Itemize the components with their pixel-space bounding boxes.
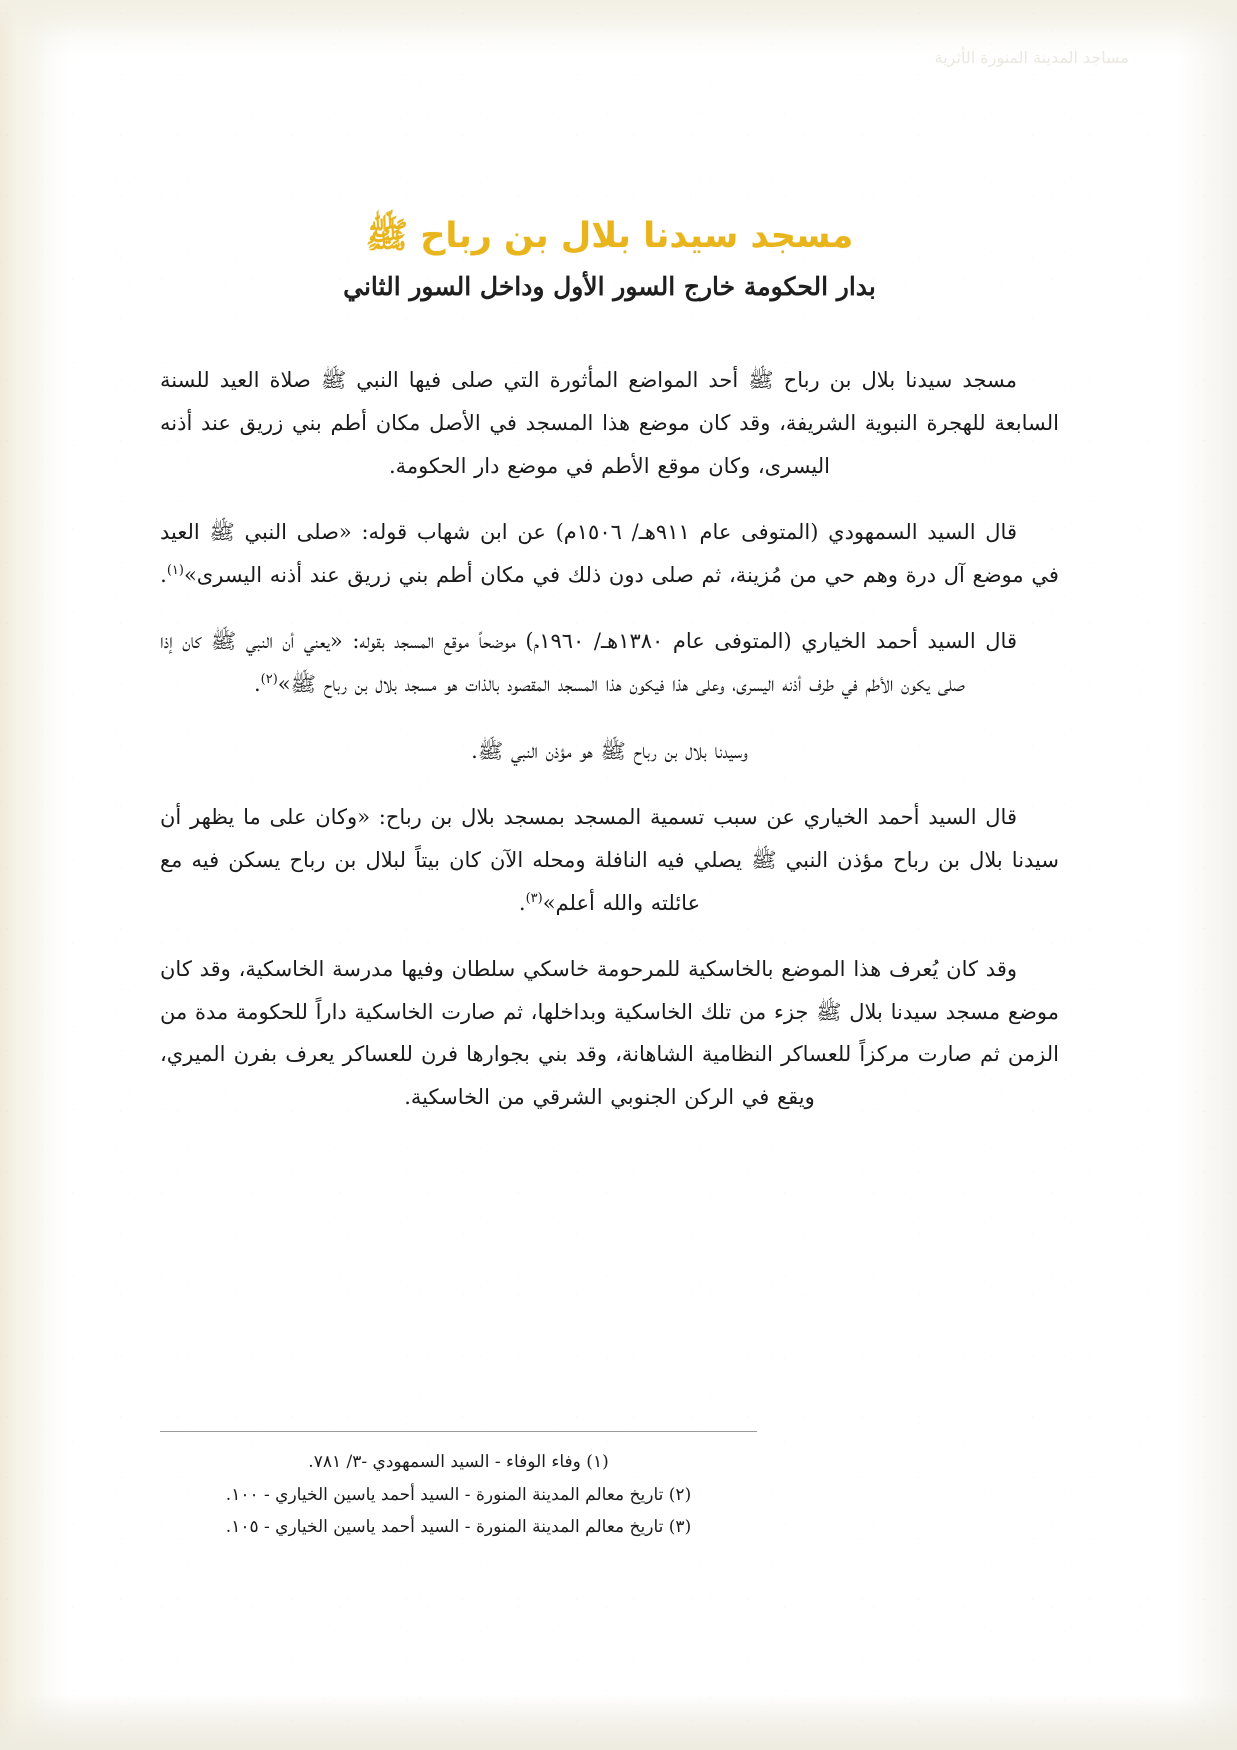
paragraph-6-text: وقد كان يُعرف هذا الموضع بالخاسكية للمرحومة خاسكي سلطان وفيها مدرسة الخاسكية، وقد كان موضع مسجد سيدنا بلال ﷺ جزء من تلك الخاسكية وبداخلها، ثم صارت الخاسكية داراً للحكومة مدة من الزمن ثم صارت مركزاً للعساكر النظامية الشاهانة، وقد بني بجوارها فرن للعساكر يعرف بفرن الميري، ويقع في الركن الجنوبي الشرقي من الخاسكية. bbox=[160, 957, 1059, 1109]
footnote-item bbox=[160, 1446, 757, 1479]
page-subtitle: بدار الحكومة خارج السور الأول وداخل السور الثاني bbox=[343, 271, 876, 301]
footnote-item bbox=[160, 1511, 757, 1544]
paragraph-4 bbox=[160, 730, 1059, 773]
paragraph-1-text: مسجد سيدنا بلال بن رباح ﷺ أحد المواضع المأثورة التي صلى فيها النبي ﷺ صلاة العيد للسنة السابعة للهجرة النبوية الشريفة، وقد كان موضع هذا المسجد في الأصل مكان أطم بني زريق عند أذنه اليسرى، وكان موقع الأطم في موضع دار الحكومة. bbox=[160, 368, 1059, 478]
footnote-separator bbox=[160, 1431, 757, 1432]
paragraph-6 bbox=[160, 948, 1059, 1119]
body-text bbox=[160, 359, 1059, 1118]
page-title: مسجد سيدنا بلال بن رباح ﷺ bbox=[365, 216, 854, 256]
footnote-ref-3[interactable]: (٣) bbox=[525, 890, 543, 906]
running-header: مساجد المدينة المنورة الأثرية bbox=[934, 48, 1129, 67]
footnote-ref-1[interactable]: (١) bbox=[166, 562, 184, 578]
paragraph-5: قال السيد أحمد الخياري عن سبب تسمية المسجد بمسجد بلال بن رباح: «وكان على ما يظهر أن سيدنا بلال بن رباح مؤذن النبي ﷺ يصلي فيه النافلة ومحله الآن كان بيتاً لبلال بن رباح يسكن فيه مع عائلته والله أعلم»$^{(٣)}$. bbox=[160, 805, 1059, 915]
title-block bbox=[160, 215, 1059, 303]
footnote-list bbox=[160, 1446, 757, 1544]
paragraph-5-text: قال السيد أحمد الخياري عن سبب تسمية المسجد بمسجد بلال بن رباح: «وكان على ما يظهر أن سيدنا بلال بن رباح مؤذن النبي ﷺ يصلي فيه النافلة ومحله الآن كان بيتاً لبلال بن رباح يسكن فيه مع عائلته والله أعلم» bbox=[160, 805, 1059, 915]
paragraph-4-text: وسيدنا بلال بن رباح ﷺ هو مؤذن النبي ﷺ. bbox=[471, 738, 748, 763]
footnote-item bbox=[160, 1479, 757, 1512]
paragraph-3: قال السيد أحمد الخياري (المتوفى عام ١٣٨٠هـ/ ١٩٦٠م) موضحاً موقع المسجد بقوله: «يعني أن النبي ﷺ كان إذا صلى يكون الأطم في طرف أذنه اليسرى، وعلى هذا فيكون هذا المسجد المقصود بالذات هو مسجد بلال بن رباح ﷺ»$^{(٢)}$. bbox=[160, 629, 1017, 696]
footnote-text: تاريخ معالم المدينة المنورة - السيد أحمد ياسين الخياري - ١٠٥. bbox=[225, 1517, 664, 1538]
paragraph-2: قال السيد السمهودي (المتوفى عام ٩١١هـ/ ١٥٠٦م) عن ابن شهاب قوله: «صلى النبي ﷺ العيد في موضع آل درة وهم حي من مُزينة، ثم صلى دون ذلك في مكان أطم بني زريق عند أذنه اليسرى»$^{(١)}$. bbox=[160, 520, 1059, 587]
footnote-area bbox=[160, 1431, 757, 1544]
paragraph-3-text: قال السيد أحمد الخياري (المتوفى عام ١٣٨٠هـ/ ١٩٦٠م) موضحاً موقع المسجد بقوله: «يعني أن النبي ﷺ كان إذا صلى يكون الأطم في طرف أذنه اليسرى، وعلى هذا فيكون هذا المسجد المقصود بالذات هو مسجد بلال بن رباح ﷺ» bbox=[160, 629, 1017, 696]
footnote-marker: (٣) bbox=[668, 1517, 692, 1538]
footnote-text: تاريخ معالم المدينة المنورة - السيد أحمد ياسين الخياري - ١٠٠. bbox=[225, 1484, 664, 1505]
paragraph-2-text: قال السيد السمهودي (المتوفى عام ٩١١هـ/ ١٥٠٦م) عن ابن شهاب قوله: «صلى النبي ﷺ العيد في موضع آل درة وهم حي من مُزينة، ثم صلى دون ذلك في مكان أطم بني زريق عند أذنه اليسرى» bbox=[160, 520, 1059, 587]
footnote-marker: (٢) bbox=[668, 1484, 692, 1505]
paragraph-1 bbox=[160, 359, 1059, 487]
footnote-marker: (١) bbox=[586, 1452, 609, 1473]
footnote-ref-2[interactable]: (٢) bbox=[260, 672, 278, 687]
footnote-text: وفاء الوفاء - السيد السمهودي -٣/ ٧٨١. bbox=[308, 1452, 581, 1473]
